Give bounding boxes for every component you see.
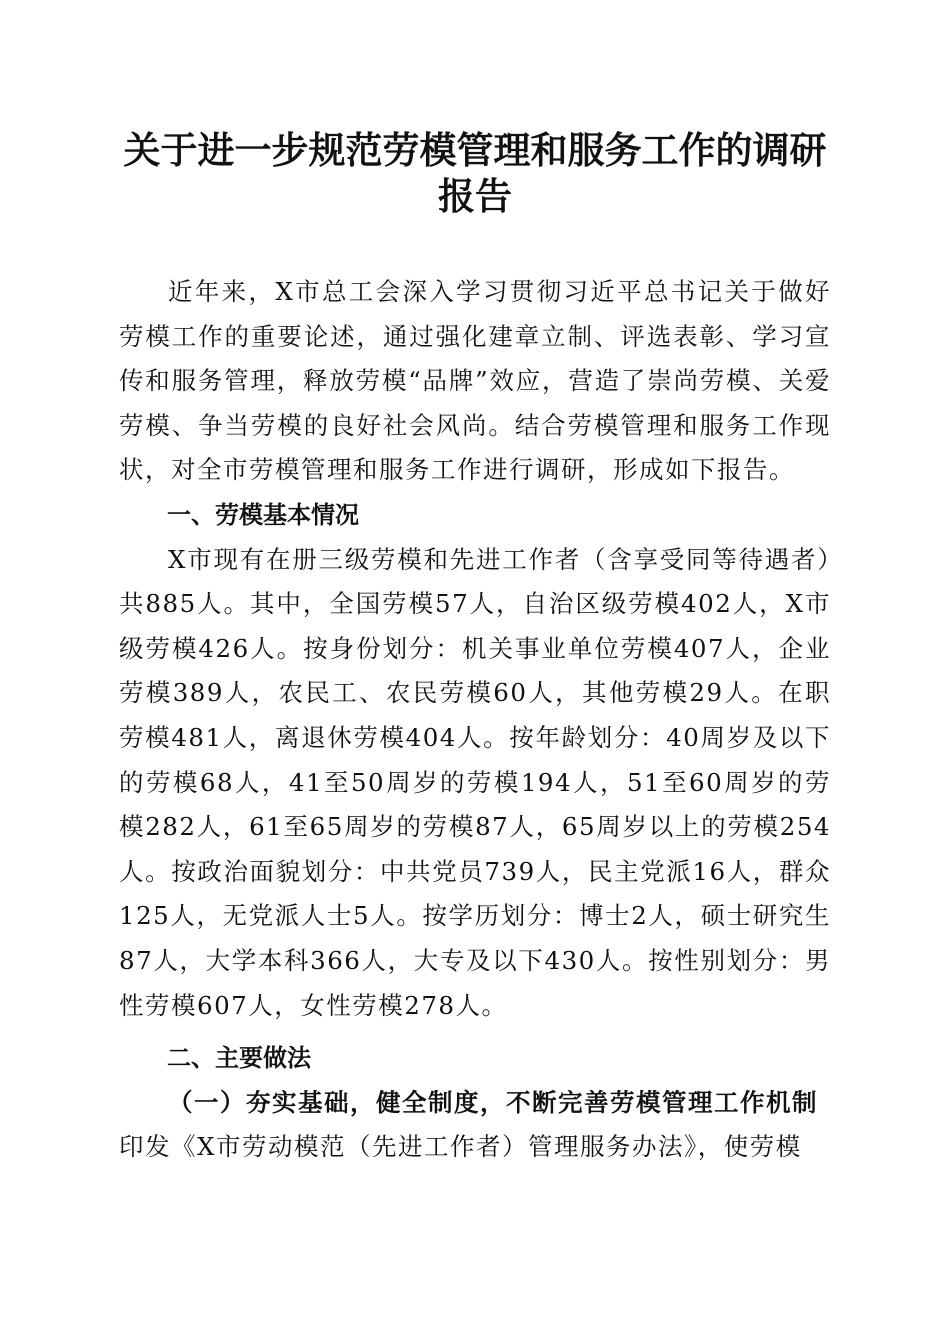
section-heading-basic-situation: 一、劳模基本情况 bbox=[167, 500, 359, 529]
section-heading-main-practices: 二、主要做法 bbox=[167, 1044, 311, 1073]
subsection-heading-foundation: （一）夯实基础，健全制度，不断完善劳模管理工作机制 bbox=[168, 1087, 818, 1117]
intro-paragraph: 近年来，X市总工会深入学习贯彻习近平总书记关于做好劳模工作的重要论述，通过强化建章立制、评选表彰、学习宣传和服务管理，释放劳模“品牌”效应，营造了崇尚劳模、关爱劳模、争当劳模的良好社会风尚。结合劳模管理和服务工作现状，对全市劳模管理和服务工作进行调研，形成如下报告。 bbox=[119, 277, 831, 485]
basic-situation-paragraph: X市现有在册三级劳模和先进工作者（含享受同等待遇者）共885人。其中，全国劳模57人，自治区级劳模402人，X市级劳模426人。按身份划分：机关事业单位劳模407人，企业劳模389人，农民工、农民劳模60人，其他劳模29人。在职劳模481人，离退休劳模404人。按年龄划分：40周岁及以下的劳模68人，41至50周岁的劳模194人，51至60周岁的劳模282人，61至65周岁的劳模87人，65周岁以上的劳模254人。按政治面貌划分：中共党员739人，民主党派16人，群众125人，无党派人士5人。按学历划分：博士2人，硕士研究生87人，大学本科366人，大专及以下430人。按性别划分：男性劳模607人，女性劳模278人。 bbox=[119, 544, 831, 1020]
foundation-paragraph: 印发《X市劳动模范（先进工作者）管理服务办法》，使劳模 bbox=[119, 1132, 802, 1162]
document-title: 关于进一步规范劳模管理和服务工作的调研报告 bbox=[123, 129, 827, 218]
document-body bbox=[119, 270, 831, 1170]
